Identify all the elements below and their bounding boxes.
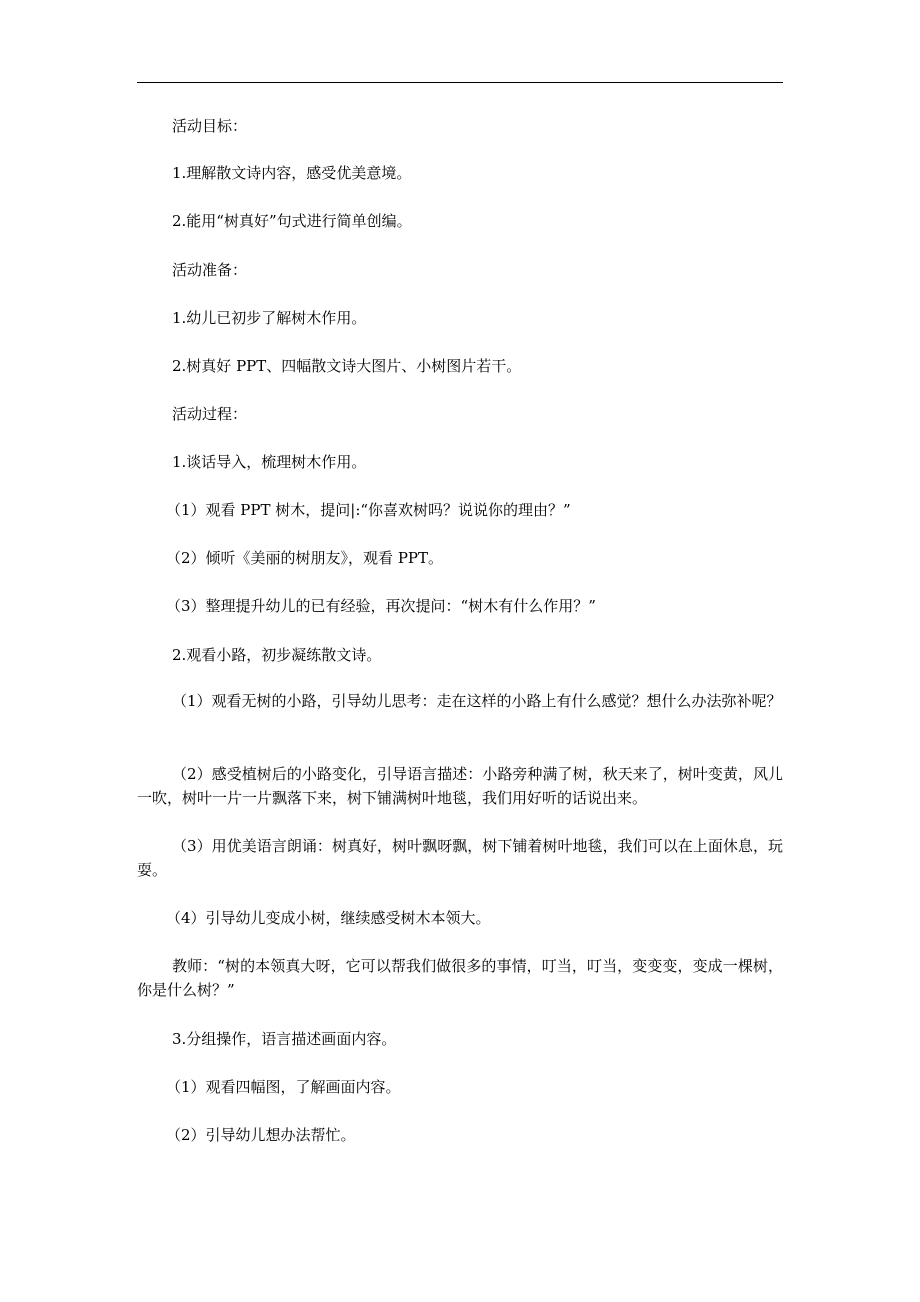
- goal-item-2: 2.能用“树真好”句式进行简单创编。: [172, 212, 412, 230]
- process-heading: 活动过程：: [172, 405, 248, 423]
- step-1: 1.谈话导入，梳理树木作用。: [172, 453, 367, 471]
- header-rule: [137, 82, 783, 83]
- step-2-substep-4: （4）引导幼儿变成小树，继续感受树木本领大。: [166, 909, 491, 927]
- step-1-substep-3: （3）整理提升幼儿的已有经验，再次提问：“树木有什么作用？”: [166, 597, 596, 615]
- prep-item-1: 1.幼儿已初步了解树木作用。: [172, 309, 367, 327]
- step-3: 3.分组操作，语言描述画面内容。: [172, 1030, 397, 1048]
- step-2-substep-1: （1）观看无树的小路，引导幼儿思考：走在这样的小路上有什么感觉？想什么办法弥补呢？: [172, 692, 782, 710]
- step-1-substep-2: （2）倾听《美丽的树朋友》，观看 PPT。: [166, 549, 444, 567]
- step-1-substep-1: （1）观看 PPT 树木，提问|:“你喜欢树吗？说说你的理由？”: [166, 501, 571, 519]
- goals-heading: 活动目标：: [172, 117, 248, 135]
- goal-item-1: 1.理解散文诗内容，感受优美意境。: [172, 164, 412, 182]
- step-3-substep-2: （2）引导幼儿想办法帮忙。: [166, 1126, 356, 1144]
- teacher-quote: 教师：“树的本领真大呀，它可以帮我们做很多的事情，叮当，叮当，变变变，变成一棵树，你是什么树？”: [137, 957, 783, 999]
- step-2: 2.观看小路，初步凝练散文诗。: [172, 646, 382, 664]
- step-2-substep-3: （3）用优美语言朗诵：树真好，树叶飘呀飘，树下铺着树叶地毯，我们可以在上面休息，玩耍。: [137, 837, 783, 879]
- prep-heading: 活动准备：: [172, 261, 248, 279]
- step-2-substep-2: （2）感受植树后的小路变化，引导语言描述：小路旁种满了树，秋天来了，树叶变黄，风儿一吹，树叶一片一片飘落下来，树下铺满树叶地毯，我们用好听的话说出来。: [137, 765, 783, 807]
- prep-item-2: 2.树真好 PPT、四幅散文诗大图片、小树图片若干。: [172, 357, 522, 375]
- step-3-substep-1: （1）观看四幅图，了解画面内容。: [166, 1078, 401, 1096]
